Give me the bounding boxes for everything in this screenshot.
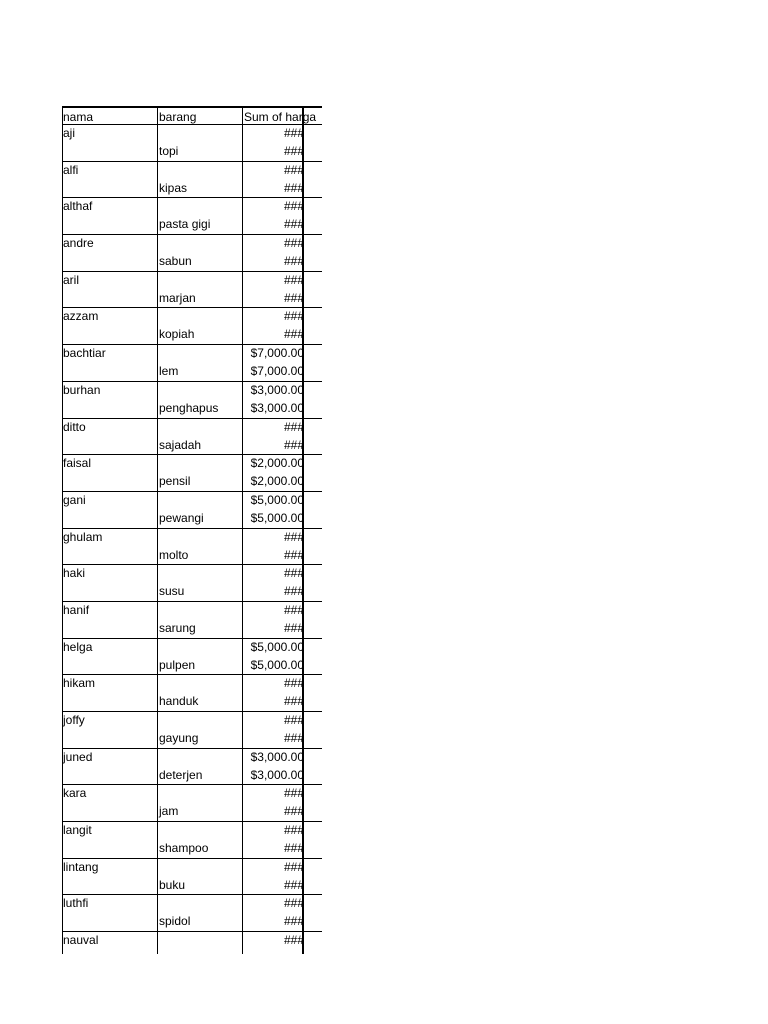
- table-row: [62, 895, 322, 932]
- cell-sum-subtotal: $3,000.00: [250, 382, 304, 397]
- table-row: [62, 529, 322, 566]
- cell-sum-value: ###: [283, 290, 304, 305]
- cell-nama: nauval: [63, 933, 99, 948]
- cell-barang: penghapus: [159, 400, 219, 415]
- cell-barang: molto: [159, 547, 189, 562]
- cell-sum-value: $5,000.00: [250, 510, 304, 525]
- cell-sum-value: ###: [283, 841, 304, 856]
- cell-sum-subtotal: ###: [283, 419, 304, 434]
- cell-nama: hikam: [63, 676, 96, 691]
- cell-sum-value: ###: [283, 804, 304, 819]
- table-row: [62, 639, 322, 676]
- cell-barang: deterjen: [159, 767, 203, 782]
- cell-sum-value: ###: [283, 144, 304, 158]
- cell-nama: luthfi: [63, 896, 89, 911]
- cell-sum-value: ###: [283, 217, 304, 232]
- cell-sum-subtotal: ###: [283, 126, 304, 140]
- cell-nama: althaf: [63, 199, 93, 214]
- cell-sum-value: ###: [283, 914, 304, 929]
- cell-sum-subtotal: ###: [283, 566, 304, 581]
- cell-barang: sajadah: [159, 437, 202, 452]
- cell-barang: susu: [159, 584, 185, 599]
- grid-line-left: [62, 106, 63, 954]
- cell-sum-subtotal: ###: [283, 236, 304, 251]
- cell-nama: kara: [63, 786, 87, 801]
- grid-line-sum: [242, 106, 243, 954]
- cell-sum-subtotal: ###: [283, 676, 304, 691]
- cell-sum-subtotal: ###: [283, 162, 304, 177]
- cell-sum-subtotal: ###: [283, 786, 304, 801]
- pivot-table: [62, 106, 322, 954]
- cell-nama: andre: [63, 236, 94, 251]
- cell-nama: ditto: [63, 419, 86, 434]
- cell-nama: joffy: [63, 713, 85, 727]
- cell-sum-subtotal: $2,000.00: [250, 456, 304, 471]
- table-row: [62, 932, 322, 954]
- table-row: [62, 712, 322, 749]
- cell-sum-value: ###: [283, 694, 304, 709]
- cell-nama: aji: [63, 126, 76, 140]
- cell-nama: gani: [63, 492, 86, 507]
- cell-nama: faisal: [63, 456, 92, 471]
- table-row: [62, 492, 322, 529]
- cell-sum-value: $7,000.00: [250, 364, 304, 379]
- cell-barang: shampoo: [159, 841, 209, 856]
- cell-nama: haki: [63, 566, 86, 581]
- cell-barang: lem: [159, 364, 179, 379]
- cell-barang: pulpen: [159, 657, 196, 672]
- cell-nama: aril: [63, 272, 80, 287]
- header-nama: nama: [63, 110, 94, 124]
- cell-nama: ghulam: [63, 529, 103, 544]
- cell-sum-value: ###: [283, 620, 304, 635]
- table-row: [62, 308, 322, 345]
- cell-sum-value: $5,000.00: [250, 657, 304, 672]
- cell-sum-subtotal: ###: [283, 272, 304, 287]
- cell-barang: pasta gigi: [159, 217, 211, 232]
- table-row: [62, 602, 322, 639]
- table-row: [62, 749, 322, 786]
- cell-sum-value: $3,000.00: [250, 767, 304, 782]
- header-sum-of-harga: Sum of harga: [244, 110, 317, 124]
- cell-barang: handuk: [159, 694, 199, 709]
- cell-sum-value: ###: [283, 327, 304, 342]
- table-row: [62, 822, 322, 859]
- table-row: [62, 125, 322, 162]
- cell-barang: kipas: [159, 180, 188, 195]
- cell-sum-subtotal: $7,000.00: [250, 346, 304, 361]
- cell-sum-subtotal: ###: [283, 896, 304, 911]
- cell-sum-value: ###: [283, 437, 304, 452]
- table-body: [62, 125, 322, 954]
- table-row: [62, 859, 322, 896]
- cell-barang: marjan: [159, 290, 196, 305]
- cell-sum-value: ###: [283, 584, 304, 599]
- cell-barang: spidol: [159, 914, 191, 929]
- cell-nama: juned: [63, 749, 93, 764]
- cell-sum-value: ###: [283, 877, 304, 892]
- cell-barang: sabun: [159, 254, 192, 269]
- table-row: [62, 675, 322, 712]
- cell-barang: topi: [159, 144, 179, 158]
- cell-sum-subtotal: $3,000.00: [250, 749, 304, 764]
- cell-sum-subtotal: $5,000.00: [250, 639, 304, 654]
- cell-sum-subtotal: ###: [283, 529, 304, 544]
- cell-sum-subtotal: ###: [283, 602, 304, 617]
- cell-barang: buku: [159, 877, 186, 892]
- table-row: [62, 235, 322, 272]
- grid-line-right: [302, 106, 304, 954]
- table-row: [62, 565, 322, 602]
- header-barang: barang: [159, 110, 197, 124]
- table-row: [62, 162, 322, 199]
- cell-sum-subtotal: $5,000.00: [250, 492, 304, 507]
- table-row: [62, 785, 322, 822]
- cell-sum-subtotal: ###: [283, 713, 304, 727]
- cell-nama: helga: [63, 639, 93, 654]
- cell-sum-value: $3,000.00: [250, 400, 304, 415]
- cell-sum-value: $2,000.00: [250, 474, 304, 489]
- cell-nama: azzam: [63, 309, 99, 324]
- table-row: [62, 198, 322, 235]
- cell-barang: gayung: [159, 731, 199, 745]
- cell-sum-value: ###: [283, 180, 304, 195]
- cell-sum-subtotal: ###: [283, 309, 304, 324]
- grid-line-barang: [157, 106, 158, 954]
- cell-sum-subtotal: ###: [283, 199, 304, 214]
- cell-sum-value: ###: [283, 547, 304, 562]
- cell-nama: langit: [63, 823, 92, 838]
- table-row: [62, 455, 322, 492]
- cell-nama: bachtiar: [63, 346, 106, 361]
- cell-nama: burhan: [63, 382, 101, 397]
- cell-nama: hanif: [63, 602, 90, 617]
- table-row: [62, 345, 322, 382]
- table-row: [62, 272, 322, 309]
- cell-sum-value: ###: [283, 731, 304, 745]
- header-row: [62, 106, 322, 125]
- cell-barang: pewangi: [159, 510, 204, 525]
- table-row: [62, 419, 322, 456]
- cell-sum-subtotal: ###: [283, 823, 304, 838]
- cell-sum-value: ###: [283, 254, 304, 269]
- table-row: [62, 382, 322, 419]
- cell-barang: kopiah: [159, 327, 195, 342]
- cell-barang: jam: [159, 804, 179, 819]
- cell-nama: alfi: [63, 162, 79, 177]
- cell-sum-subtotal: ###: [283, 859, 304, 874]
- cell-sum-subtotal: ###: [283, 933, 304, 948]
- cell-barang: sarung: [159, 620, 196, 635]
- cell-barang: pensil: [159, 474, 191, 489]
- cell-nama: lintang: [63, 859, 99, 874]
